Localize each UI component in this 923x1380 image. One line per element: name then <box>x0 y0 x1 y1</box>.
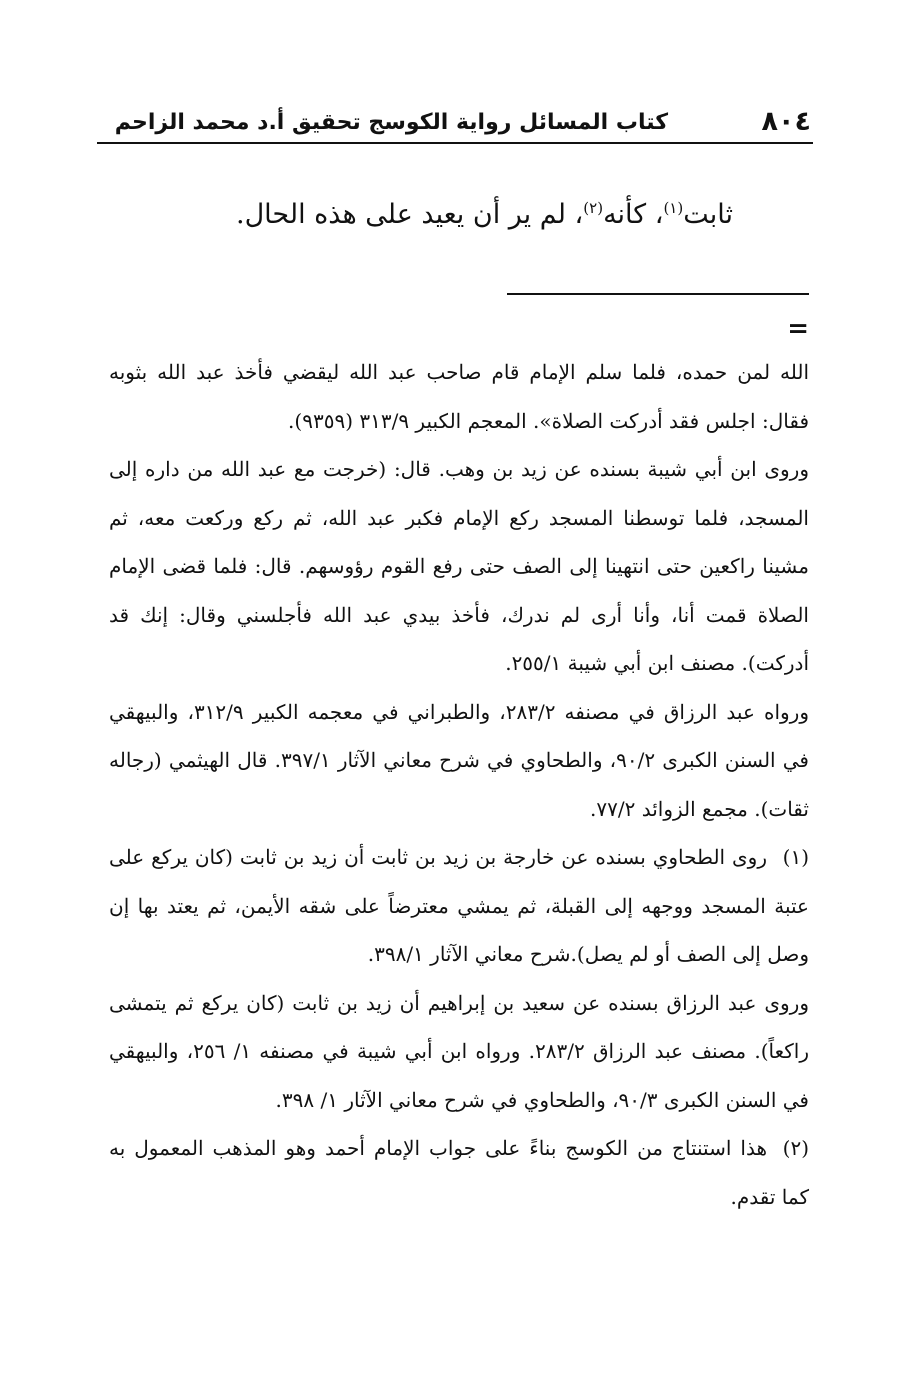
footnote-1-number: (١) <box>782 845 810 869</box>
footnote-1-extra: وروى عبد الرزاق بسنده عن سعيد بن إبراهيم أن زيد بن ثابت (كان يركع ثم يتمشى راكعاً). مصنف عبد الرزاق ٢٨٣/٢. ورواه ابن أبي شيبة في مصنفه ١/ ٢٥٦، والبيهقي في السنن الكبرى ٩٠/٣، والطحاوي في شرح معاني الآثار ١/ ٣٩٨. <box>109 990 809 1112</box>
footnote-continued-paragraph: الله لمن حمده، فلما سلم الإمام قام صاحب عبد الله ليقضي فأخذ عبد الله بثوبه فقال: اجلس فقد أدركت الصلاة». المعجم الكبير ٣١٣/٩ (٩٣٥٩). <box>109 360 809 433</box>
footnote-1 <box>109 833 809 979</box>
footnote-continued-paragraph: وروى ابن أبي شيبة بسنده عن زيد بن وهب. قال: (خرجت مع عبد الله من داره إلى المسجد، فلما توسطنا المسجد ركع الإمام فكبر عبد الله، ثم ركع وركعت معه، ثم مشينا راكعين حتى انتهينا إلى الصف حتى رفع القوم رؤوسهم. قال: فلما قضى الإمام الصلاة قمت أنا، وأنا أرى لم ندرك، فأخذ بيدي عبد الله فأجلسني وقال: إنك قد أدركت). مصنف ابن أبي شيبة ٢٥٥/١. <box>109 457 809 675</box>
main-text-part-3: ، لم ير أن يعيد على هذه الحال. <box>235 199 584 230</box>
footnote-separator <box>507 293 809 295</box>
footnote-ref-2: (٢) <box>583 199 604 217</box>
main-text-part-2: ، كأنه <box>603 199 664 230</box>
footnotes-section <box>109 348 809 1221</box>
footnote-continued-paragraph: ورواه عبد الرزاق في مصنفه ٢٨٣/٢، والطبراني في معجمه الكبير ٣١٢/٩، والبيهقي في السنن الكبرى ٩٠/٢، والطحاوي في شرح معاني الآثار ٣٩٧/١. قال الهيثمي (رجاله ثقات). مجمع الزوائد ٧٧/٢. <box>109 699 809 821</box>
page-number: ٨٠٤ <box>761 106 811 137</box>
footnote-ref-1: (١) <box>663 199 684 217</box>
footnote-continuation-mark: = <box>787 314 809 344</box>
page-header <box>97 100 813 144</box>
footnote-2 <box>109 1124 809 1221</box>
main-text-part-1: ثابت <box>683 199 733 230</box>
main-body-text <box>133 182 733 241</box>
footnote-1-text: روى الطحاوي بسنده عن خارجة بن زيد بن ثابت أن زيد بن ثابت (كان يركع على عتبة المسجد ووجهه إلى القبلة، ثم يمشي معترضاً على شقه الأيمن، ثم يعتد بها إن وصل إلى الصف أو لم يصل).شرح معاني الآثار ٣٩٨/١. <box>109 845 809 966</box>
footnote-2-number: (٢) <box>782 1136 809 1160</box>
footnote-2-text: هذا استنتاج من الكوسج بناءً على جواب الإمام أحمد وهو المذهب المعمول به كما تقدم. <box>109 1136 809 1209</box>
running-title: كتاب المسائل رواية الكوسج تحقيق أ.د محمد الزاحم <box>114 110 668 135</box>
